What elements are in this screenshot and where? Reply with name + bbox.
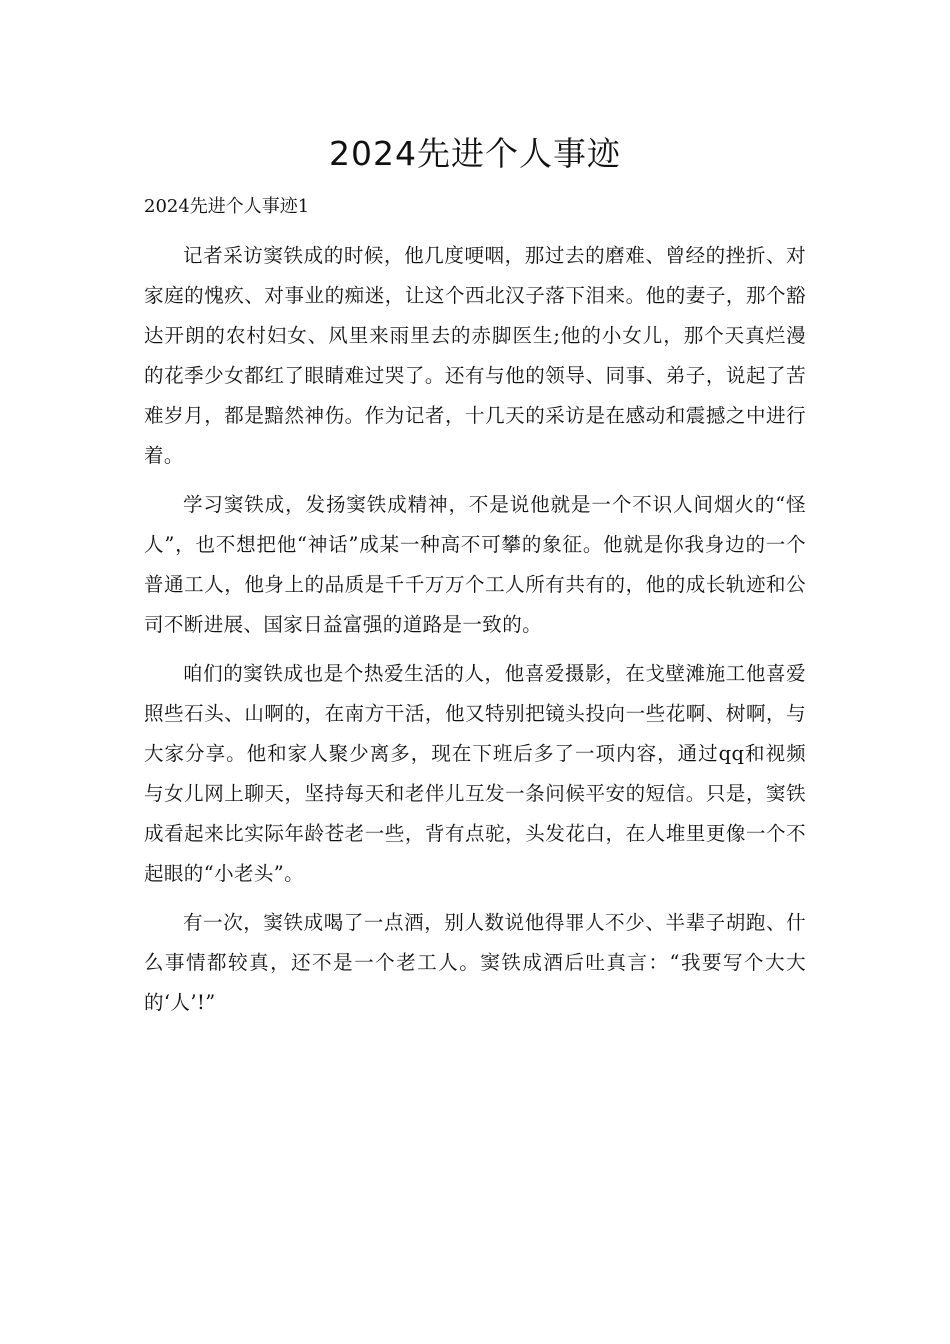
paragraph-4: 有一次，窦铁成喝了一点酒，别人数说他得罪人不少、半辈子胡跑、什么事情都较真，还不是一个老工人。窦铁成酒后吐真言：“我要写个大大的‘人’!” bbox=[144, 911, 806, 1014]
document-title: 2024先进个人事迹 bbox=[329, 134, 621, 173]
paragraph-3: 咱们的窦铁成也是个热爱生活的人，他喜爱摄影，在戈壁滩施工他喜爱照些石头、山啊的，在南方干活，他又特别把镜头投向一些花啊、树啊，与大家分享。他和家人聚少离多，现在下班后多了一项内容，通过qq和视频与女儿网上聊天，坚持每天和老伴儿互发一条问候平安的短信。只是，窦铁成看起来比实际年龄苍老一些，背有点驼，头发花白，在人堆里更像一个不起眼的“小老头”。 bbox=[144, 662, 806, 885]
paragraph-1: 记者采访窦铁成的时候，他几度哽咽，那过去的磨难、曾经的挫折、对家庭的愧疚、对事业的痴迷，让这个西北汉子落下泪来。他的妻子，那个豁达开朗的农村妇女、风里来雨里去的赤脚医生;他的小女儿，那个天真烂漫的花季少女都红了眼睛难过哭了。还有与他的领导、同事、弟子，说起了苦难岁月，都是黯然神伤。作为记者，十几天的采访是在感动和震撼之中进行着。 bbox=[144, 244, 806, 467]
paragraph-2: 学习窦铁成，发扬窦铁成精神，不是说他就是一个不识人间烟火的“怪人”，也不想把他“神话”成某一种高不可攀的象征。他就是你我身边的一个普通工人，他身上的品质是千千万万个工人所有共有的，他的成长轨迹和公司不断进展、国家日益富强的道路是一致的。 bbox=[144, 493, 806, 636]
section-subheading: 2024先进个人事迹1 bbox=[144, 196, 310, 217]
